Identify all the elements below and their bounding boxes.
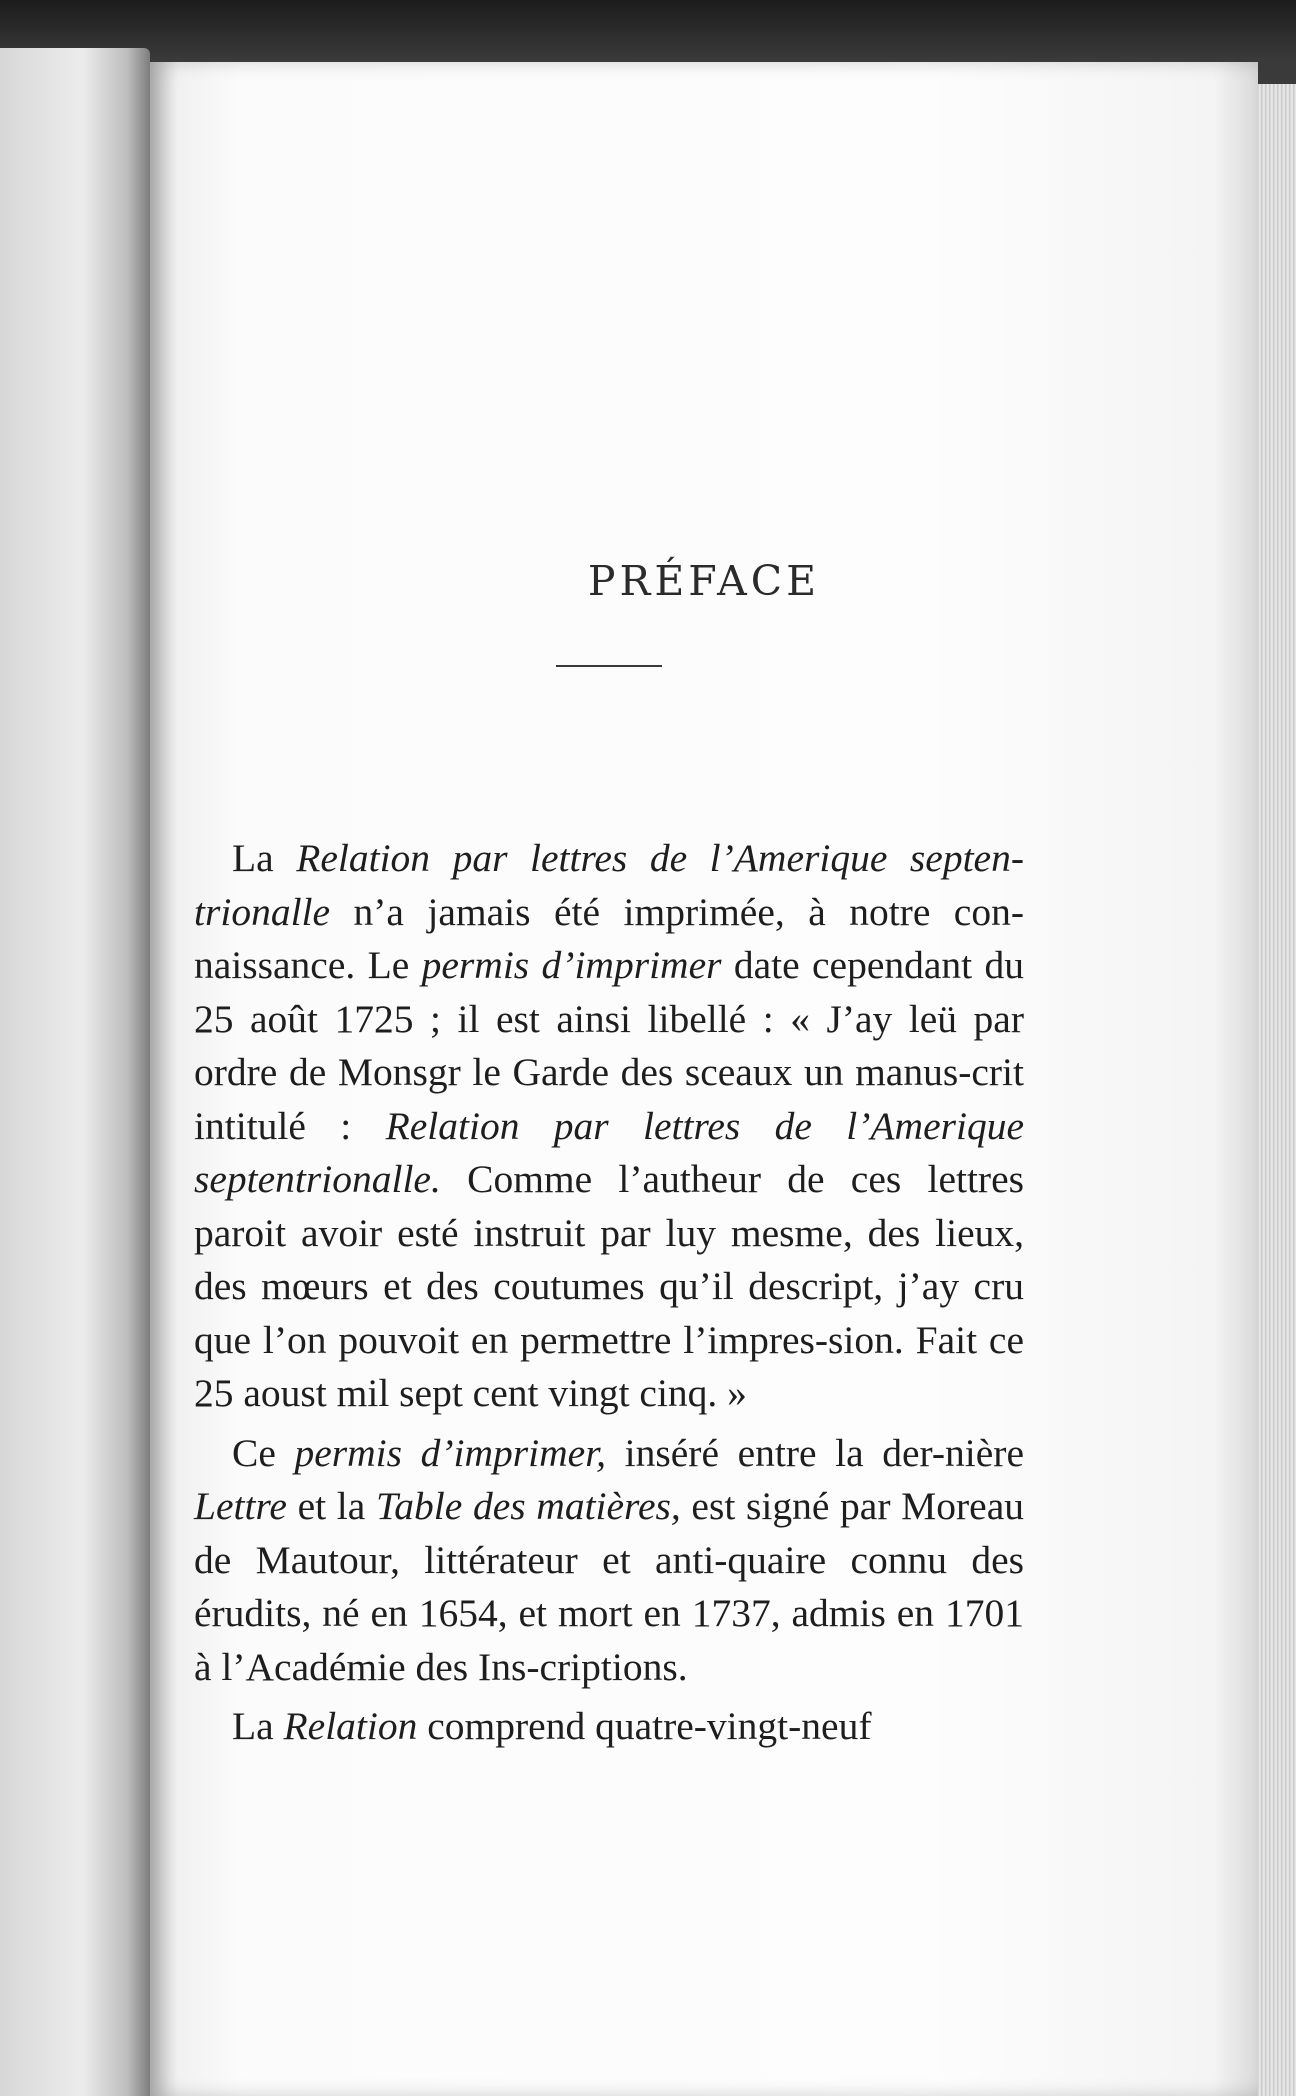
body-text — [194, 832, 1024, 1760]
left-page-edge — [0, 48, 150, 2096]
text-run: et la — [286, 1484, 376, 1528]
text-run: n’a jamais été imprimée, à notre con-naissance. Le — [194, 889, 1024, 987]
italic-text-run: Relation par lettres de l’Amerique septentrionalle. — [194, 1103, 1024, 1201]
text-run: comprend quatre-vingt-neuf — [417, 1704, 872, 1748]
text-run: est signé par Moreau de Mautour, littérateur et anti-quaire connu des érudits, né en 1654, et mort en 1737, admis en 1701 à l’Académie des Ins-criptions. — [194, 1484, 1024, 1689]
italic-text-run: permis d’imprimer — [421, 943, 722, 987]
italic-text-run: Table des matières, — [375, 1484, 681, 1528]
italic-text-run: Lettre — [194, 1484, 287, 1528]
text-run: Ce — [232, 1430, 295, 1475]
paragraph — [194, 1427, 1024, 1695]
italic-text-run: Relation par lettres de l’Amerique septen-trionalle — [194, 836, 1024, 934]
text-run: inséré entre la der-nière — [606, 1430, 1024, 1475]
paragraph — [194, 1700, 1024, 1754]
text-run: La — [232, 1704, 284, 1748]
italic-text-run: Relation — [283, 1704, 418, 1748]
text-run: date cependant du 25 août 1725 ; il est ainsi libellé : « J’ay leü par ordre de Monsgr le Garde des sceaux un manus-crit intitulé : — [194, 943, 1024, 1148]
book-page — [150, 62, 1258, 2096]
paragraph — [194, 832, 1024, 1421]
text-run: La — [232, 836, 297, 880]
page-title: PRÉFACE — [587, 557, 821, 605]
text-run: Comme l’autheur de ces lettres paroit avoir esté instruit par luy mesme, des lieux, des mœurs et des coutumes qu’il descript, j’ay cru que l’on pouvoit en permettre l’impres-sion. Fait ce 25 aoust mil sept cent vingt cinq. » — [194, 1157, 1024, 1415]
title-divider — [556, 665, 662, 667]
italic-text-run: permis d’imprimer, — [294, 1430, 607, 1475]
